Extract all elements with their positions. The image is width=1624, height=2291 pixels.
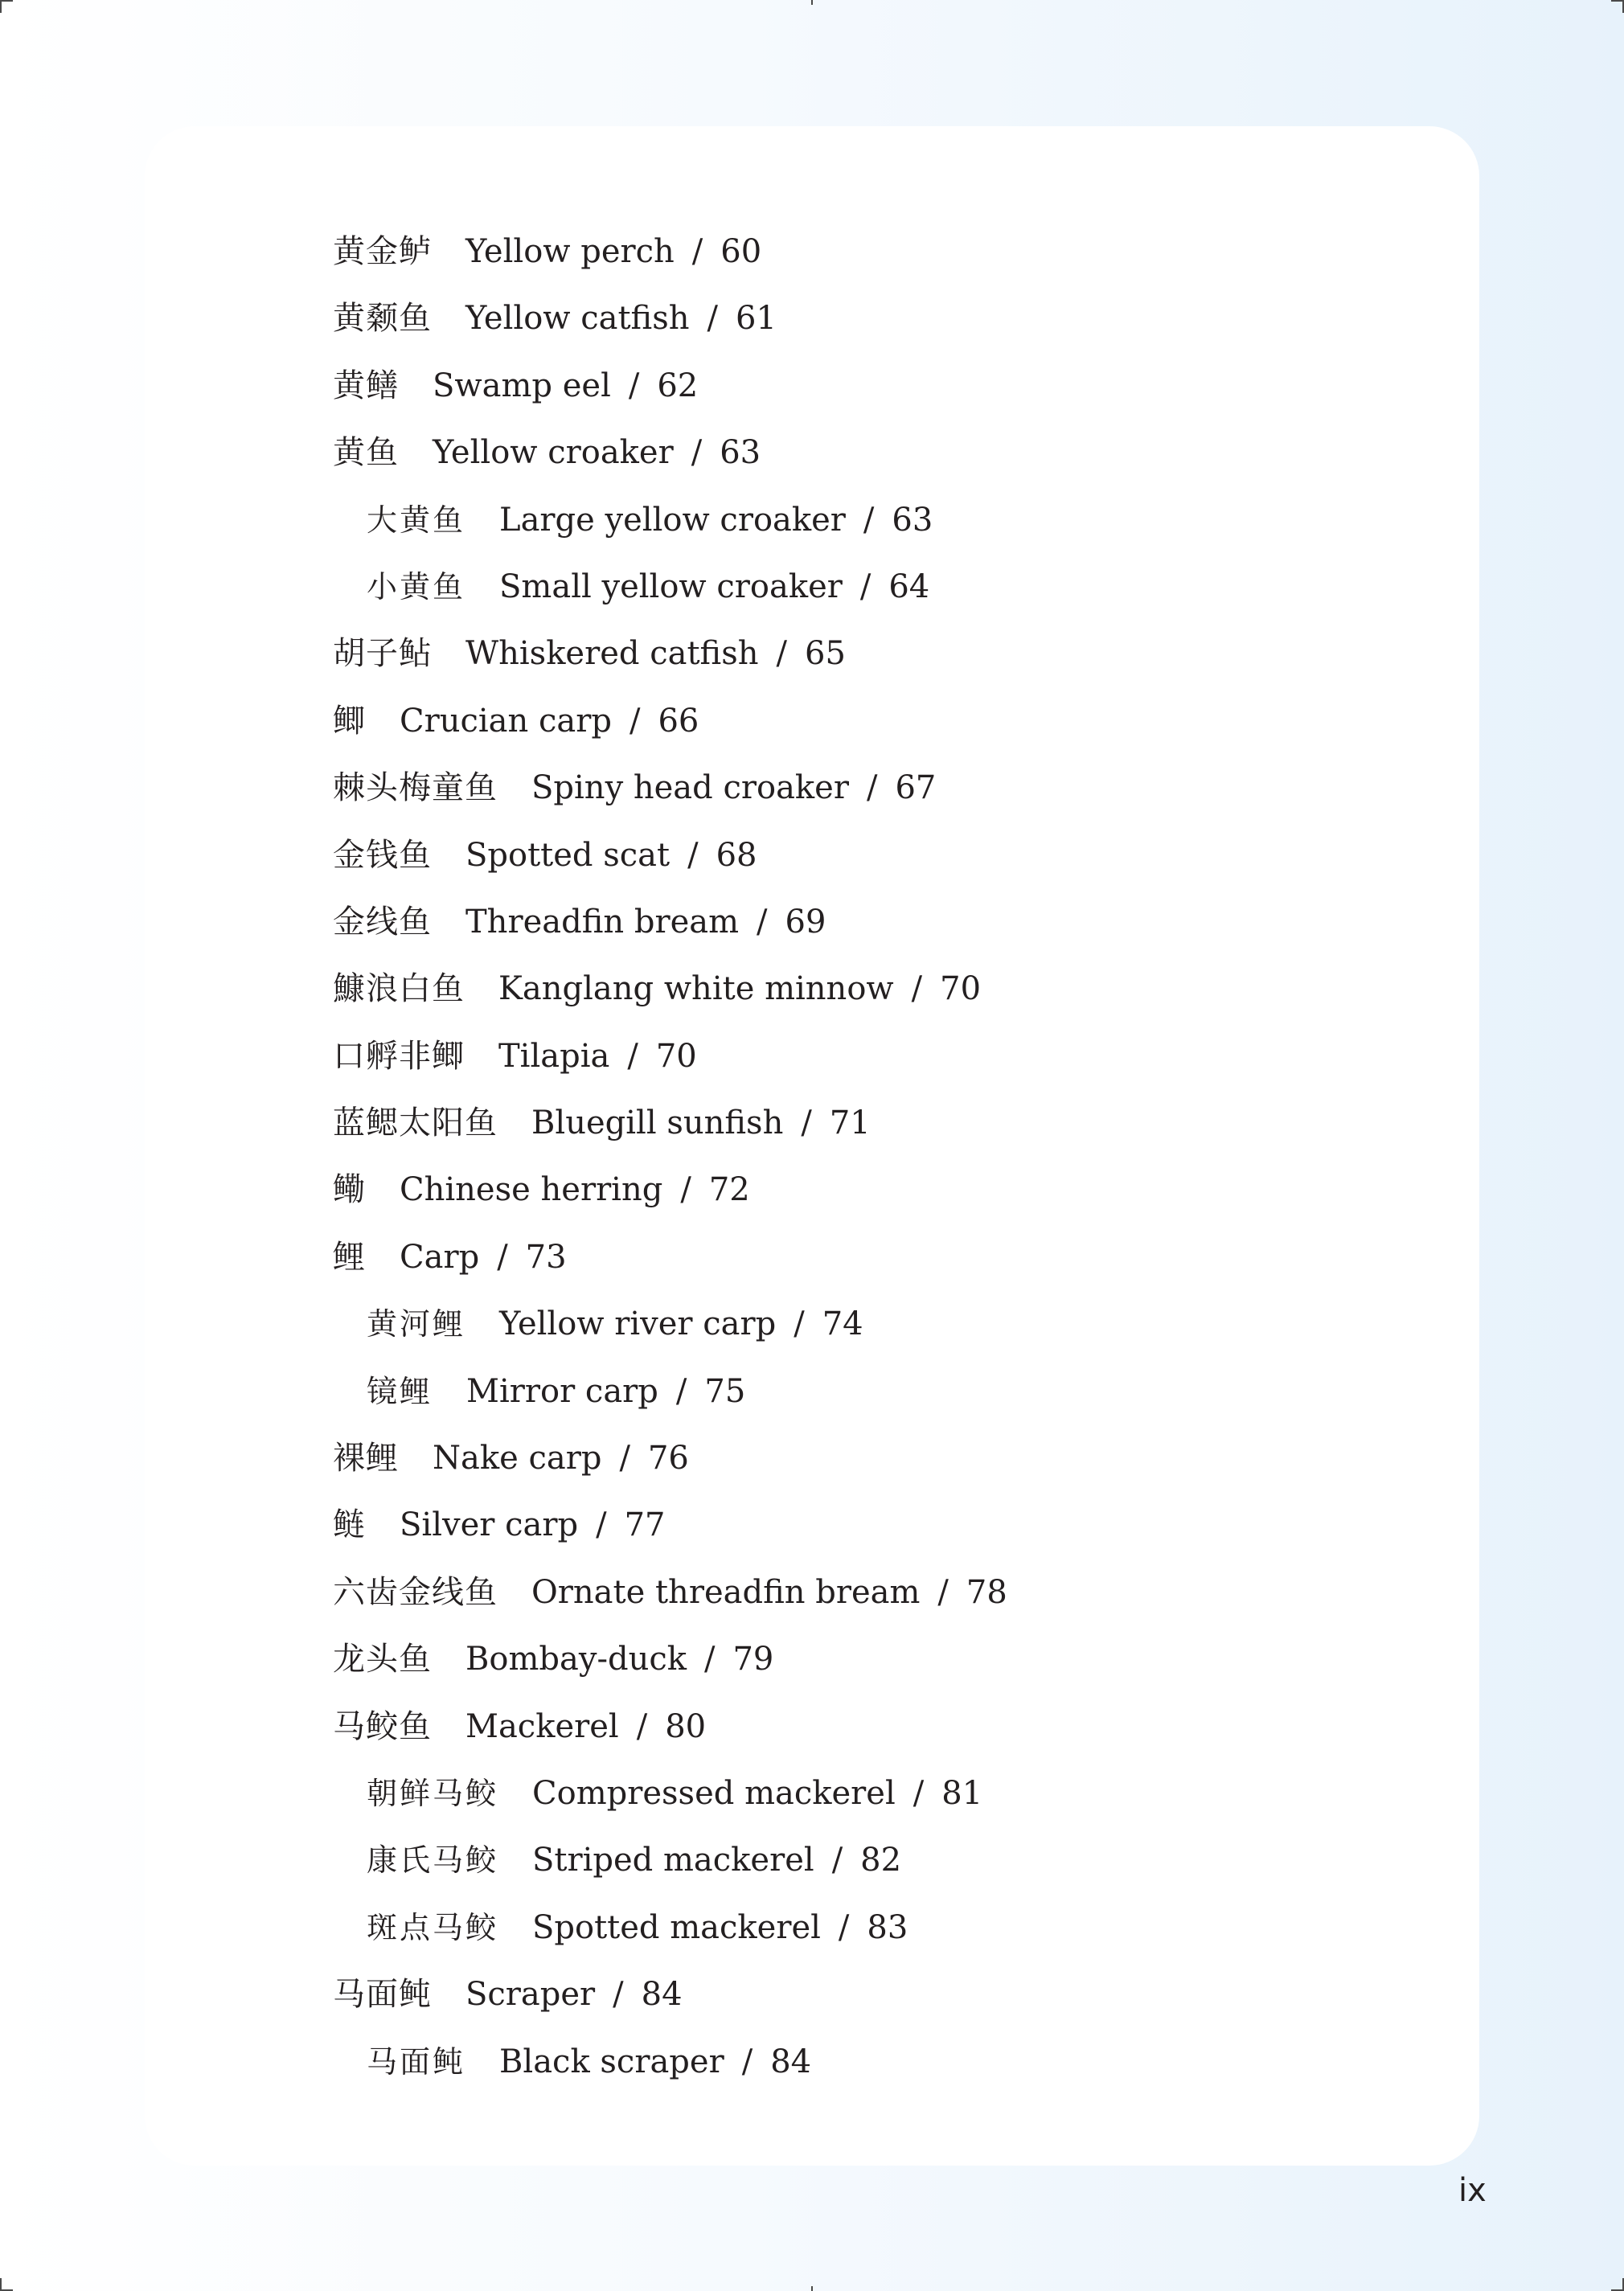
entry-page-number: 63 bbox=[720, 434, 761, 472]
entry-chinese-name: 朝鲜马鲛 bbox=[367, 1775, 499, 1811]
entry-english-name: Spotted scat bbox=[465, 836, 671, 874]
entry-chinese-name: 蓝鳃太阳鱼 bbox=[333, 1105, 498, 1142]
entry-chinese-name: 黄河鲤 bbox=[367, 1306, 466, 1342]
entry-chinese-name: 鲢 bbox=[333, 1506, 366, 1544]
entry-chinese-name: 鲫 bbox=[333, 702, 366, 740]
entry-chinese-name: 棘头梅童鱼 bbox=[333, 769, 498, 807]
entry-english-name: Striped mackerel bbox=[532, 1842, 814, 1879]
entry-english-name: Crucian carp bbox=[400, 702, 612, 740]
entry-chinese-name: 镜鲤 bbox=[367, 1373, 433, 1409]
index-entry bbox=[333, 293, 1378, 360]
index-subentry bbox=[333, 1903, 1378, 1969]
entry-english-name: Carp bbox=[400, 1238, 480, 1276]
index-entry bbox=[333, 696, 1378, 763]
entry-separator: / bbox=[691, 434, 703, 472]
entry-page-number: 81 bbox=[941, 1774, 983, 1812]
page-number: ix bbox=[1458, 2172, 1487, 2209]
entry-separator: / bbox=[707, 300, 718, 338]
entry-english-name: Mackerel bbox=[465, 1707, 619, 1745]
entry-separator: / bbox=[596, 1506, 607, 1544]
entry-separator: / bbox=[636, 1707, 648, 1745]
entry-page-number: 84 bbox=[770, 2043, 812, 2080]
index-entry bbox=[333, 763, 1378, 830]
index-entry bbox=[333, 830, 1378, 897]
entry-page-number: 79 bbox=[732, 1641, 774, 1678]
entry-separator: / bbox=[629, 702, 641, 740]
entry-separator: / bbox=[613, 1976, 624, 2014]
index-entry bbox=[333, 1031, 1378, 1098]
entry-english-name: Nake carp bbox=[433, 1440, 602, 1477]
entry-page-number: 71 bbox=[829, 1105, 871, 1142]
entry-separator: / bbox=[912, 1774, 925, 1812]
entry-english-name: Swamp eel bbox=[433, 367, 611, 404]
entry-chinese-name: 六齿金线鱼 bbox=[333, 1573, 498, 1611]
entry-chinese-name: 马鲛鱼 bbox=[333, 1707, 432, 1745]
entry-separator: / bbox=[911, 970, 923, 1008]
index-entry bbox=[333, 361, 1378, 428]
entry-separator: / bbox=[687, 836, 699, 874]
entry-page-number: 66 bbox=[658, 702, 699, 740]
entry-chinese-name: 黄鳝 bbox=[333, 367, 399, 404]
crop-mark bbox=[0, 0, 13, 2]
entry-separator: / bbox=[691, 233, 703, 270]
crop-mark bbox=[0, 2278, 2, 2291]
entry-page-number: 72 bbox=[708, 1171, 750, 1209]
entry-page-number: 67 bbox=[895, 769, 937, 807]
index-entry bbox=[333, 1098, 1378, 1165]
entry-english-name: Kanglang white minnow bbox=[498, 970, 894, 1008]
index-entry bbox=[333, 629, 1378, 695]
entry-chinese-name: 金线鱼 bbox=[333, 903, 432, 941]
entry-english-name: Bluegill sunfish bbox=[531, 1105, 784, 1142]
index-entry bbox=[333, 1969, 1378, 2036]
entry-chinese-name: 斑点马鲛 bbox=[367, 1909, 499, 1945]
index-entry bbox=[333, 1568, 1378, 1634]
index-entry bbox=[333, 964, 1378, 1031]
crop-mark bbox=[0, 0, 2, 13]
entry-page-number: 84 bbox=[641, 1976, 683, 2014]
index-subentry bbox=[333, 1367, 1378, 1433]
entry-separator: / bbox=[838, 1908, 850, 1946]
entry-chinese-name: 大黄鱼 bbox=[367, 502, 466, 538]
entry-english-name: Yellow river carp bbox=[499, 1305, 777, 1343]
entry-page-number: 83 bbox=[867, 1908, 908, 1946]
entry-page-number: 64 bbox=[888, 568, 930, 605]
entry-chinese-name: 口孵非鲫 bbox=[333, 1037, 465, 1075]
entry-separator: / bbox=[741, 2043, 753, 2080]
entry-english-name: Ornate threadfin bream bbox=[531, 1573, 921, 1611]
index-entry bbox=[333, 1500, 1378, 1567]
entry-english-name: Spiny head croaker bbox=[531, 769, 849, 807]
index-subentry bbox=[333, 495, 1378, 562]
entry-chinese-name: 马面鲀 bbox=[333, 1976, 432, 2014]
entry-page-number: 65 bbox=[805, 635, 846, 673]
entry-english-name: Bombay-duck bbox=[465, 1641, 687, 1678]
entry-english-name: Yellow croaker bbox=[433, 434, 674, 472]
index-entry bbox=[333, 1232, 1378, 1299]
index-subentry bbox=[333, 1768, 1378, 1835]
entry-page-number: 60 bbox=[720, 233, 762, 270]
entry-separator: / bbox=[680, 1171, 691, 1209]
entry-separator: / bbox=[776, 635, 787, 673]
entry-separator: / bbox=[831, 1842, 843, 1879]
entry-chinese-name: 龙头鱼 bbox=[333, 1641, 432, 1678]
index-subentry bbox=[333, 1835, 1378, 1902]
entry-page-number: 77 bbox=[624, 1506, 666, 1544]
entry-chinese-name: 胡子鲇 bbox=[333, 635, 432, 673]
index-entry bbox=[333, 897, 1378, 964]
entry-separator: / bbox=[619, 1440, 630, 1477]
entry-english-name: Threadfin bream bbox=[465, 903, 740, 941]
entry-page-number: 75 bbox=[704, 1372, 746, 1410]
entry-separator: / bbox=[675, 1372, 687, 1410]
entry-chinese-name: 鳓 bbox=[333, 1171, 366, 1209]
entry-page-number: 82 bbox=[860, 1842, 902, 1879]
entry-separator: / bbox=[497, 1238, 508, 1276]
entry-page-number: 68 bbox=[716, 836, 757, 874]
entry-separator: / bbox=[757, 903, 768, 941]
entry-english-name: Yellow perch bbox=[465, 233, 675, 270]
entry-separator: / bbox=[628, 367, 640, 404]
entry-chinese-name: 康氏马鲛 bbox=[367, 1842, 499, 1879]
entry-separator: / bbox=[937, 1573, 949, 1611]
entry-page-number: 63 bbox=[892, 501, 933, 539]
entry-page-number: 69 bbox=[785, 903, 826, 941]
index-entry bbox=[333, 428, 1378, 494]
index-entry bbox=[333, 227, 1378, 293]
entry-english-name: Yellow catfish bbox=[465, 300, 690, 338]
entry-english-name: Compressed mackerel bbox=[532, 1774, 896, 1812]
entry-separator: / bbox=[703, 1641, 716, 1678]
index-entry bbox=[333, 1634, 1378, 1701]
entry-english-name: Spotted mackerel bbox=[532, 1908, 821, 1946]
index-list bbox=[333, 227, 1378, 2104]
entry-separator: / bbox=[801, 1105, 812, 1142]
entry-chinese-name: 马面鲀 bbox=[367, 2043, 466, 2080]
entry-chinese-name: 金钱鱼 bbox=[333, 836, 432, 874]
entry-page-number: 70 bbox=[940, 970, 982, 1008]
index-entry bbox=[333, 1433, 1378, 1500]
entry-english-name: Black scraper bbox=[499, 2043, 724, 2080]
entry-chinese-name: 鱇浪白鱼 bbox=[333, 970, 465, 1008]
entry-separator: / bbox=[794, 1305, 805, 1343]
entry-page-number: 62 bbox=[657, 367, 699, 404]
entry-page-number: 74 bbox=[822, 1305, 863, 1343]
entry-english-name: Chinese herring bbox=[400, 1171, 663, 1209]
entry-chinese-name: 鲤 bbox=[333, 1238, 366, 1276]
entry-english-name: Large yellow croaker bbox=[499, 501, 846, 539]
index-subentry bbox=[333, 2037, 1378, 2104]
entry-chinese-name: 黄颡鱼 bbox=[333, 300, 432, 338]
entry-separator: / bbox=[859, 568, 871, 605]
entry-page-number: 70 bbox=[655, 1037, 697, 1075]
entry-separator: / bbox=[863, 501, 875, 539]
entry-chinese-name: 小黄鱼 bbox=[367, 568, 466, 605]
entry-english-name: Tilapia bbox=[498, 1037, 610, 1075]
entry-english-name: Scraper bbox=[465, 1976, 596, 2014]
index-subentry bbox=[333, 1299, 1378, 1366]
entry-page-number: 80 bbox=[665, 1707, 707, 1745]
entry-page-number: 73 bbox=[525, 1238, 567, 1276]
entry-english-name: Whiskered catfish bbox=[465, 635, 759, 673]
entry-page-number: 76 bbox=[647, 1440, 689, 1477]
entry-page-number: 78 bbox=[966, 1573, 1007, 1611]
index-entry bbox=[333, 1165, 1378, 1232]
entry-chinese-name: 裸鲤 bbox=[333, 1440, 399, 1477]
entry-separator: / bbox=[866, 769, 878, 807]
index-entry bbox=[333, 1702, 1378, 1768]
entry-english-name: Silver carp bbox=[400, 1506, 579, 1544]
entry-page-number: 61 bbox=[736, 300, 777, 338]
entry-english-name: Small yellow croaker bbox=[499, 568, 843, 605]
entry-separator: / bbox=[627, 1037, 638, 1075]
crop-mark bbox=[811, 0, 813, 5]
entry-chinese-name: 黄金鲈 bbox=[333, 233, 432, 270]
index-subentry bbox=[333, 562, 1378, 629]
entry-english-name: Mirror carp bbox=[466, 1372, 658, 1410]
entry-chinese-name: 黄鱼 bbox=[333, 434, 399, 472]
crop-mark bbox=[811, 2286, 813, 2291]
